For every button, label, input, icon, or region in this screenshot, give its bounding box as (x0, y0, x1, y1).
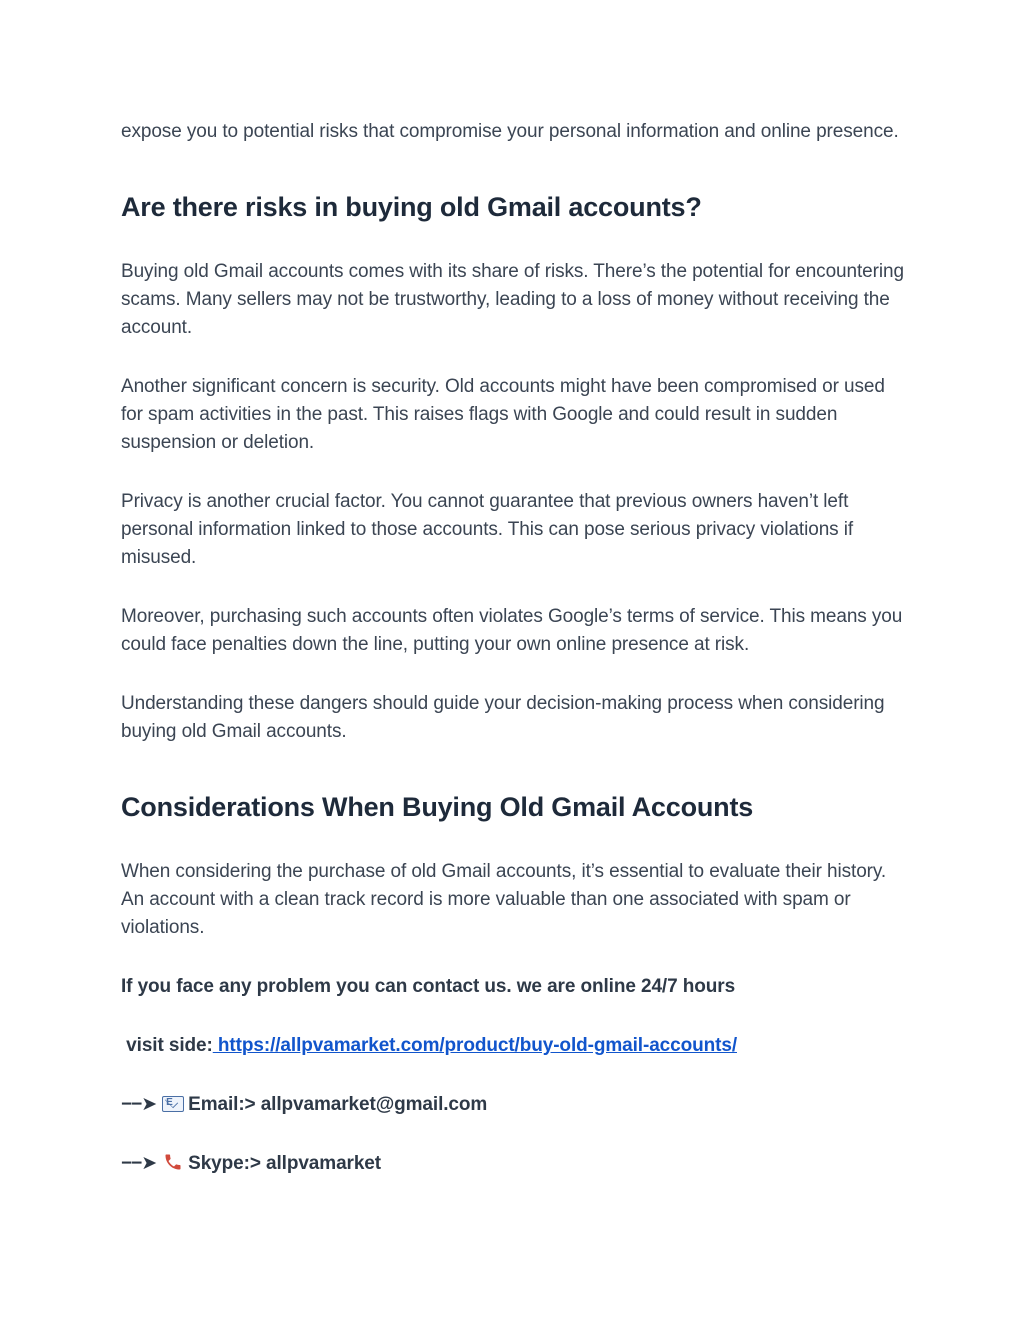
arrow-email: −−➤ (121, 1094, 157, 1115)
heading-risks: Are there risks in buying old Gmail accounts? (121, 192, 702, 222)
intro-paragraph: expose you to potential risks that compromise your personal information and online presence. (121, 121, 899, 142)
paragraph-risks-3: Privacy is another crucial factor. You cannot guarantee that previous owners haven’t left personal information linked to those accounts. This can pose serious privacy violations if misused. (121, 491, 854, 568)
envelope-icon (162, 1096, 184, 1112)
arrow-skype: −−➤ (121, 1153, 157, 1174)
support-line: If you face any problem you can contact us. we are online 24/7 hours (121, 976, 736, 997)
email-label: Email:> allpvamarket@gmail.com (188, 1094, 488, 1115)
skype-line (121, 1150, 911, 1178)
paragraph-considerations-1: When considering the purchase of old Gmail accounts, it’s essential to evaluate their history. An account with a clean track record is more valuable than one associated with spam or violations. (121, 861, 887, 938)
phone-icon (162, 1152, 184, 1172)
visit-label: visit side: (121, 1035, 213, 1056)
paragraph-risks-4: Moreover, purchasing such accounts often violates Google’s terms of service. This means you could face penalties down the line, putting your own online presence at risk. (121, 606, 903, 655)
heading-considerations: Considerations When Buying Old Gmail Accounts (121, 792, 754, 822)
document-page (121, 118, 911, 1178)
visit-link[interactable]: https://allpvamarket.com/product/buy-old-gmail-accounts/ (212, 1035, 737, 1056)
paragraph-risks-2: Another significant concern is security. Old accounts might have been compromised or used for spam activities in the past. This raises flags with Google and could result in sudden suspension or deletion. (121, 376, 885, 453)
skype-label: Skype:> allpvamarket (188, 1153, 381, 1174)
visit-line (121, 1032, 911, 1060)
paragraph-risks-1: Buying old Gmail accounts comes with its share of risks. There’s the potential for encountering scams. Many sellers may not be trustworthy, leading to a loss of money without receiving the account. (121, 261, 904, 338)
email-line (121, 1091, 911, 1119)
paragraph-risks-5: Understanding these dangers should guide your decision-making process when considering buying old Gmail accounts. (121, 693, 885, 742)
